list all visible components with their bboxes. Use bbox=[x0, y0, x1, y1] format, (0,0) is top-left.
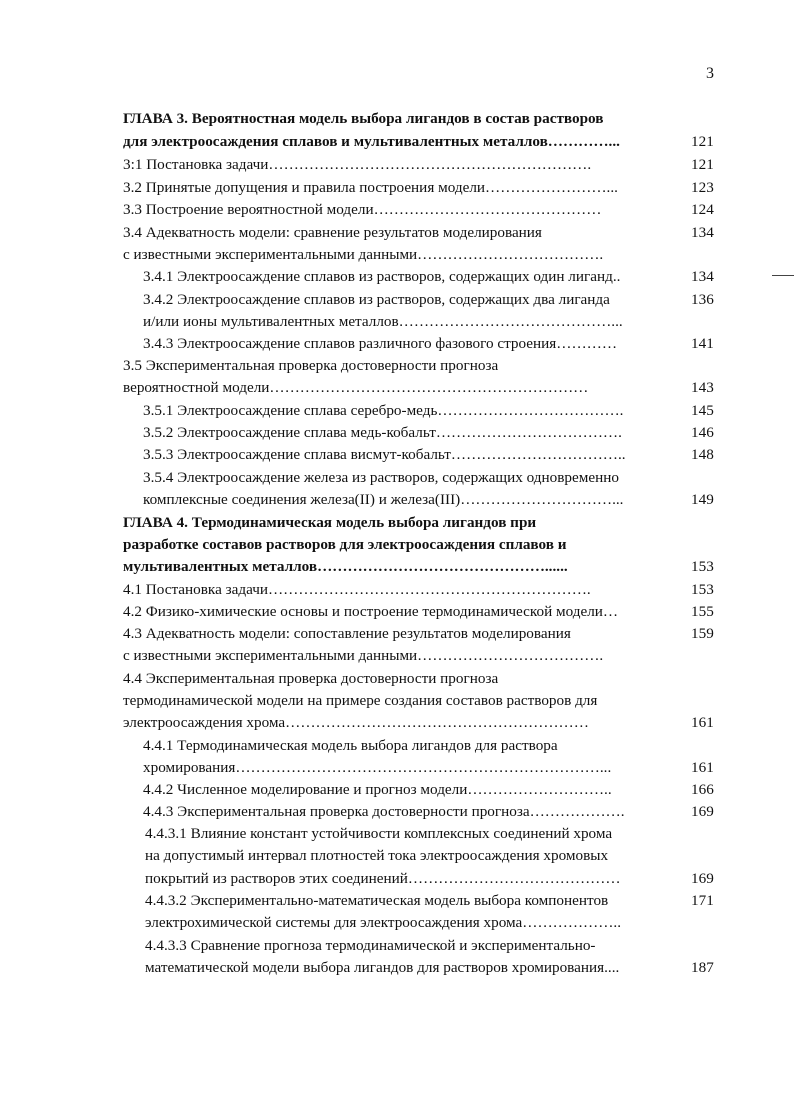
toc-entry-title: на допустимый интервал плотностей тока электроосаждения хромовых bbox=[145, 847, 609, 864]
toc-entry bbox=[0, 912, 798, 934]
toc-entry-title: покрытий из растворов этих соединений…………………………………… bbox=[145, 870, 621, 887]
toc-entry-page: 134 bbox=[691, 224, 714, 241]
toc-entry-title: 3.4.2 Электроосаждение сплавов из растворов, содержащих два лиганда bbox=[143, 291, 610, 308]
toc-entry-page: 141 bbox=[691, 335, 714, 352]
toc-entry-page: 143 bbox=[691, 379, 714, 396]
toc-entry bbox=[0, 534, 798, 556]
toc-entry bbox=[0, 289, 798, 311]
toc-entry bbox=[0, 935, 798, 957]
toc-entry-title: электрохимической системы для электроосаждения хрома……………….. bbox=[145, 914, 621, 931]
toc-entry-title: мультивалентных металлов………………………………………...... bbox=[123, 558, 568, 575]
toc-entry-title: 4.4.3 Экспериментальная проверка достоверности прогноза………………. bbox=[143, 803, 625, 820]
toc-entry-title: электроосаждения хрома…………………………………………………… bbox=[123, 714, 589, 731]
toc-entry bbox=[0, 735, 798, 757]
toc-entry-title: 3:1 Постановка задачи………………………………………………………. bbox=[123, 156, 592, 173]
toc-entry-title: 4.2 Физико-химические основы и построение термодинамической модели… bbox=[123, 603, 619, 620]
toc-entry bbox=[0, 512, 798, 534]
toc-entry bbox=[0, 266, 798, 288]
toc-entry-page: 148 bbox=[691, 446, 714, 463]
toc-entry-page: 121 bbox=[691, 133, 714, 150]
toc-entry bbox=[0, 601, 798, 623]
toc-entry-page: 169 bbox=[691, 870, 714, 887]
toc-entry bbox=[0, 668, 798, 690]
toc-entry bbox=[0, 222, 798, 244]
toc-entry bbox=[0, 779, 798, 801]
toc-entry-title: 4.4.2 Численное моделирование и прогноз модели……………………….. bbox=[143, 781, 612, 798]
toc-entry bbox=[0, 823, 798, 845]
toc-entry-title: комплексные соединения железа(II) и железа(III)…………………………... bbox=[143, 491, 624, 508]
toc-entry-title: с известными экспериментальными данными………………………………. bbox=[123, 246, 604, 263]
toc-entry-title: 3.5 Экспериментальная проверка достоверности прогноза bbox=[123, 357, 499, 374]
toc-entry-page: 159 bbox=[691, 625, 714, 642]
toc-entry-page: 136 bbox=[691, 291, 714, 308]
toc-entry bbox=[0, 244, 798, 266]
toc-entry bbox=[0, 131, 798, 153]
toc-entry bbox=[0, 108, 798, 130]
toc-entry-page: 171 bbox=[691, 892, 714, 909]
toc-entry bbox=[0, 355, 798, 377]
toc-entry bbox=[0, 890, 798, 912]
toc-entry bbox=[0, 868, 798, 890]
toc-entry-page: 155 bbox=[691, 603, 714, 620]
toc-entry-title: хромирования………………………………………………………………... bbox=[143, 759, 612, 776]
toc-entry-page: 149 bbox=[691, 491, 714, 508]
toc-entry-page: 123 bbox=[691, 179, 714, 196]
toc-entry bbox=[0, 579, 798, 601]
toc-entry-title: 3.4 Адекватность модели: сравнение результатов моделирования bbox=[123, 224, 542, 241]
toc-entry bbox=[0, 690, 798, 712]
toc-entry bbox=[0, 623, 798, 645]
toc-entry bbox=[0, 845, 798, 867]
toc-entry bbox=[0, 377, 798, 399]
toc-entry-title: для электроосаждения сплавов и мультивалентных металлов…………... bbox=[123, 133, 620, 150]
toc-entry bbox=[0, 489, 798, 511]
toc-entry-title: математической модели выбора лигандов для растворов хромирования.... bbox=[145, 959, 620, 976]
toc-entry-title: 3.5.1 Электроосаждение сплава серебро-медь………………………………. bbox=[143, 402, 624, 419]
toc-entry-title: 4.4 Экспериментальная проверка достоверности прогноза bbox=[123, 670, 499, 687]
toc-entry bbox=[0, 957, 798, 979]
toc-entry-title: 4.4.1 Термодинамическая модель выбора лигандов для раствора bbox=[143, 737, 558, 754]
toc-entry-title: 3.2 Принятые допущения и правила построения модели……………………... bbox=[123, 179, 618, 196]
toc-entry bbox=[0, 757, 798, 779]
toc-entry-page: 153 bbox=[691, 581, 714, 598]
toc-entry-title: 4.4.3.3 Сравнение прогноза термодинамической и экспериментально- bbox=[145, 937, 596, 954]
toc-entry-title: ГЛАВА 4. Термодинамическая модель выбора лигандов при bbox=[123, 514, 537, 531]
toc-entry-title: разработке составов растворов для электроосаждения сплавов и bbox=[123, 536, 567, 553]
toc-entry-title: 4.1 Постановка задачи………………………………………………………. bbox=[123, 581, 591, 598]
toc-entry-page: 166 bbox=[691, 781, 714, 798]
toc-entry bbox=[0, 400, 798, 422]
toc-entry-title: вероятностной модели……………………………………………………… bbox=[123, 379, 589, 396]
toc-entry-title: ГЛАВА 3. Вероятностная модель выбора лигандов в состав растворов bbox=[123, 110, 604, 127]
toc-entry-title: с известными экспериментальными данными………………………………. bbox=[123, 647, 604, 664]
toc-entry-page: 153 bbox=[691, 558, 714, 575]
toc-entry-page: 146 bbox=[691, 424, 714, 441]
toc-entry-page: 161 bbox=[691, 759, 714, 776]
toc-entry bbox=[0, 801, 798, 823]
toc-entry bbox=[0, 444, 798, 466]
toc-entry-title: 3.4.3 Электроосаждение сплавов различного фазового строения………… bbox=[143, 335, 618, 352]
toc-entry-page: 161 bbox=[691, 714, 714, 731]
toc-entry-title: 4.3 Адекватность модели: сопоставление результатов моделирования bbox=[123, 625, 571, 642]
toc-entry bbox=[0, 154, 798, 176]
toc-entry-page: 169 bbox=[691, 803, 714, 820]
toc-entry-page: 121 bbox=[691, 156, 714, 173]
toc-entry-page: 124 bbox=[691, 201, 714, 218]
toc-entry-title: 4.4.3.2 Экспериментально-математическая модель выбора компонентов bbox=[145, 892, 609, 909]
toc-entry bbox=[0, 333, 798, 355]
toc-entry-page: 134 bbox=[691, 268, 714, 285]
toc-entry bbox=[0, 645, 798, 667]
toc-entry-page: 187 bbox=[691, 959, 714, 976]
toc-entry-title: 4.4.3.1 Влияние констант устойчивости комплексных соединений хрома bbox=[145, 825, 613, 842]
page-number: 3 bbox=[706, 65, 714, 82]
toc-entry-title: 3.4.1 Электроосаждение сплавов из растворов, содержащих один лиганд.. bbox=[143, 268, 621, 285]
toc-entry-title: 3.5.2 Электроосаждение сплава медь-кобальт………………………………. bbox=[143, 424, 622, 441]
toc-entry bbox=[0, 311, 798, 333]
toc-entry bbox=[0, 177, 798, 199]
toc-entry-page: 145 bbox=[691, 402, 714, 419]
toc-entry bbox=[0, 422, 798, 444]
toc-entry bbox=[0, 467, 798, 489]
toc-entry bbox=[0, 712, 798, 734]
toc-entry-title: и/или ионы мультивалентных металлов……………………………………... bbox=[143, 313, 623, 330]
toc-entry-title: 3.5.4 Электроосаждение железа из растворов, содержащих одновременно bbox=[143, 469, 619, 486]
toc-entry bbox=[0, 556, 798, 578]
toc-entry-title: 3.3 Построение вероятностной модели……………………………………… bbox=[123, 201, 602, 218]
toc-entry bbox=[0, 199, 798, 221]
toc-entry-title: термодинамической модели на примере создания составов растворов для bbox=[123, 692, 598, 709]
toc-entry-title: 3.5.3 Электроосаждение сплава висмут-кобальт…………………………….. bbox=[143, 446, 626, 463]
